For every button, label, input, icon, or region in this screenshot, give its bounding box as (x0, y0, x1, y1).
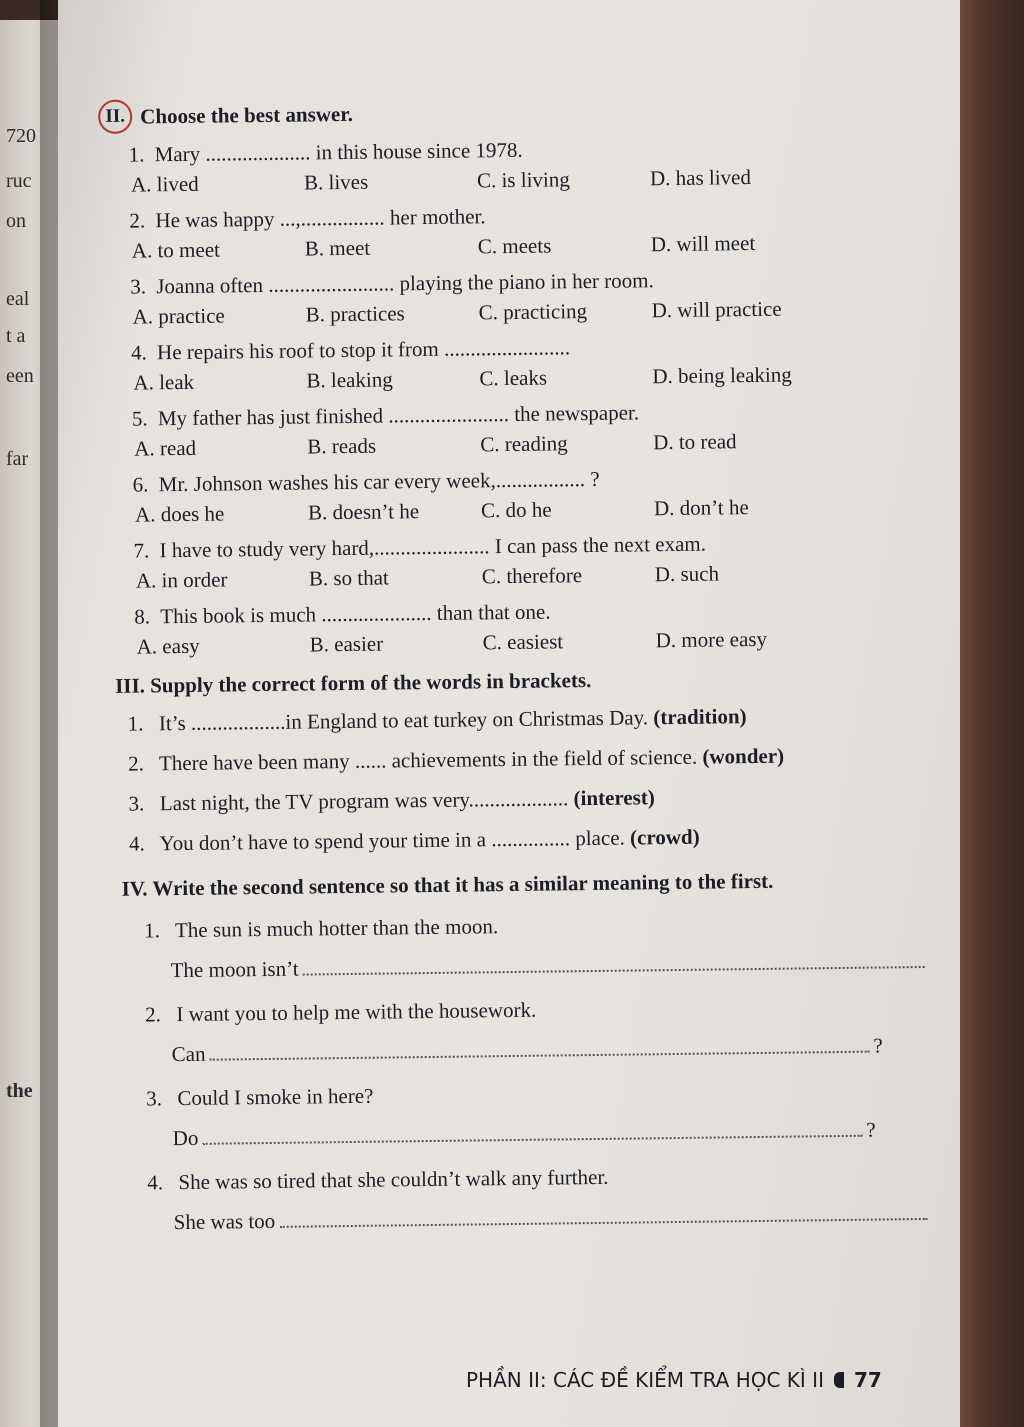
option-b[interactable]: B. easier (309, 631, 384, 657)
footer-text: PHẦN II: CÁC ĐỀ KIỂM TRA HỌC KÌ II (466, 1368, 824, 1392)
option-c[interactable]: C. leaks (479, 365, 548, 391)
word-form-item-2: 2. There have been many ...... achievements in the field of science. (wonder) (127, 743, 785, 776)
question-2: 2. He was happy ...,................ her mother. (129, 204, 486, 233)
option-c[interactable]: C. meets (477, 233, 552, 259)
rewrite-answer-4[interactable]: She was too (174, 1198, 932, 1237)
option-b[interactable]: B. so that (308, 565, 389, 591)
option-b[interactable]: B. doesn’t he (307, 499, 420, 525)
rewrite-item-4: 4. She was so tired that she couldn’t walk any further. (147, 1164, 609, 1195)
word-form-item-4: 4. You don’t have to spend your time in a ............... place. (crowd) (128, 824, 700, 856)
word-form-item-1: 1. It’s ..................in England to eat turkey on Christmas Day. (tradition) (127, 704, 747, 736)
page-footer (466, 1368, 882, 1392)
option-d[interactable]: D. will meet (650, 230, 756, 257)
section-4 (107, 867, 931, 1238)
left-fragment: ruc (6, 170, 32, 192)
page-number: 77 (853, 1368, 882, 1392)
page-content (98, 90, 932, 1238)
option-a[interactable]: A. read (134, 435, 197, 461)
footer-marker-icon (834, 1372, 844, 1388)
left-fragment: t a (6, 325, 26, 347)
option-a[interactable]: A. easy (136, 633, 200, 659)
rewrite-item-3: 3. Could I smoke in here? (146, 1083, 374, 1111)
rewrite-item-1: 1. The sun is much hotter than the moon. (144, 914, 499, 943)
section-3 (105, 664, 927, 859)
rewrite-answer-2[interactable]: Can ? (171, 1030, 929, 1069)
left-fragment: the (6, 1080, 33, 1102)
section-4-title: IV. Write the second sentence so that it has a similar meaning to the first. (121, 868, 774, 901)
left-fragment: 720 (6, 125, 36, 147)
section-3-title: III. Supply the correct form of the words in brackets. (115, 668, 592, 698)
rewrite-item-2: 2. I want you to help me with the housework. (145, 997, 537, 1027)
option-d[interactable]: D. such (654, 561, 720, 587)
option-a[interactable]: A. to meet (131, 237, 221, 263)
option-d[interactable]: D. has lived (649, 165, 752, 191)
section-2-title: Choose the best answer. (140, 101, 354, 128)
left-fragment: far (6, 448, 29, 470)
rewrite-answer-3[interactable]: Do ? (173, 1114, 931, 1153)
left-fragment: on (6, 210, 26, 232)
option-c[interactable]: C. do he (480, 497, 552, 523)
question-6: 6. Mr. Johnson washes his car every week,................. ? (132, 466, 600, 497)
option-d[interactable]: D. don’t he (653, 495, 749, 521)
question-8: 8. This book is much ..................... than that one. (134, 599, 551, 629)
option-d[interactable]: D. will practice (651, 296, 782, 323)
option-b[interactable]: B. leaking (306, 367, 393, 393)
option-c[interactable]: C. therefore (481, 563, 583, 589)
left-fragment: eal (6, 288, 30, 310)
background-table-edge (960, 0, 1024, 1427)
section-2-questions (98, 130, 924, 662)
question-7: 7. I have to study very hard,...................... I can pass the next exam. (133, 531, 707, 563)
word-form-item-3: 3. Last night, the TV program was very................... (interest) (128, 785, 655, 816)
rewrite-answer-1[interactable]: The moon isn’t (170, 946, 928, 985)
option-b[interactable]: B. meet (304, 235, 371, 261)
section-2-heading (98, 90, 918, 134)
option-a[interactable]: A. in order (135, 567, 228, 593)
option-c[interactable]: C. reading (480, 431, 568, 457)
book-page (58, 0, 964, 1427)
option-a[interactable]: A. practice (132, 303, 225, 329)
section-2-numeral: II. (98, 100, 132, 134)
option-c[interactable]: C. practicing (478, 299, 588, 325)
option-c[interactable]: C. easiest (482, 629, 564, 655)
option-b[interactable]: B. practices (305, 301, 405, 327)
option-a[interactable]: A. does he (134, 501, 225, 527)
option-a[interactable]: A. leak (133, 369, 195, 395)
option-c[interactable]: C. is living (476, 167, 570, 193)
question-1: 1. Mary .................... in this house since 1978. (128, 137, 523, 167)
option-d[interactable]: D. being leaking (652, 362, 792, 389)
option-b[interactable]: B. reads (307, 433, 377, 459)
left-fragment: een (6, 365, 34, 387)
option-d[interactable]: D. to read (653, 429, 737, 455)
question-4: 4. He repairs his roof to stop it from ........................ (130, 335, 571, 365)
option-b[interactable]: B. lives (303, 169, 369, 195)
option-a[interactable]: A. lived (130, 171, 199, 197)
question-3: 3. Joanna often ........................ playing the piano in her room. (130, 268, 654, 299)
option-d[interactable]: D. more easy (655, 626, 768, 653)
question-5: 5. My father has just finished ....................... the newspaper. (131, 400, 640, 431)
